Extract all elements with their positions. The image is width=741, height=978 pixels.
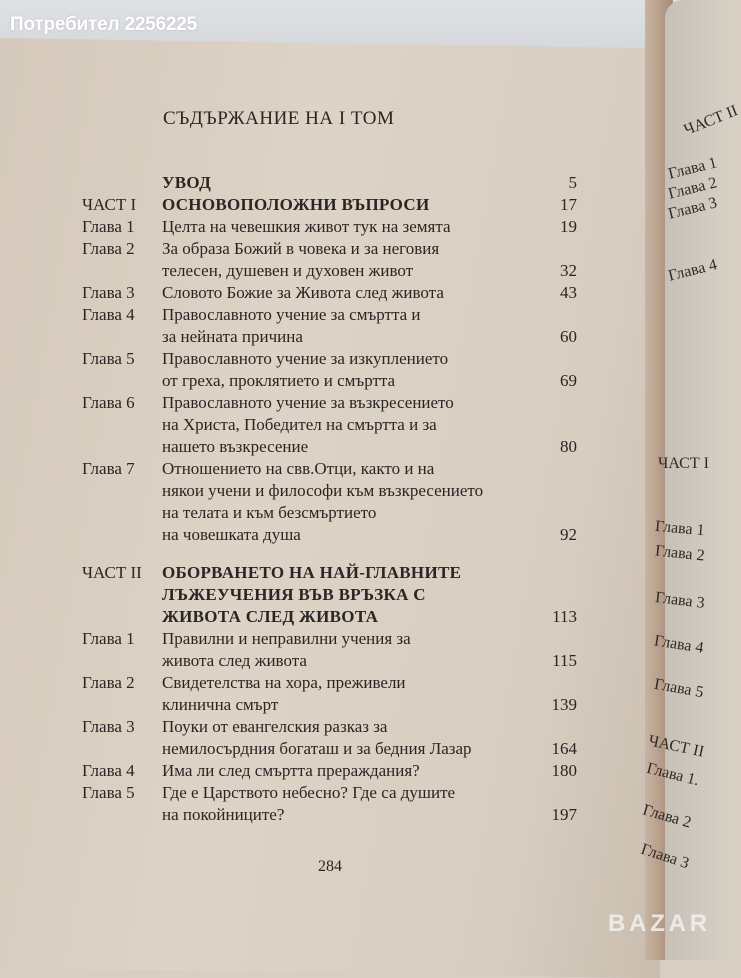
toc-entry-page: 197 <box>551 805 577 824</box>
toc-entry <box>82 628 577 672</box>
toc-entry-line: немилосърдния богаташ и за бедния Лазар <box>162 739 472 758</box>
toc-entry-label: Глава 4 <box>82 761 135 780</box>
toc-entry-page: 115 <box>552 651 577 670</box>
toc-entry-label: Глава 7 <box>82 459 135 478</box>
toc-entry-page: 17 <box>560 195 577 214</box>
toc-entry-title <box>162 194 527 216</box>
right-page-label: Глава 1 <box>654 517 706 540</box>
toc-entry-line: ЖИВОТА СЛЕД ЖИВОТА <box>162 607 379 626</box>
toc-entry-label: Глава 4 <box>82 305 135 324</box>
right-page-label: Глава 3 <box>654 589 706 612</box>
toc-entry-page: 113 <box>552 607 577 626</box>
toc-entry-page: 5 <box>568 173 577 192</box>
toc-entry-page: 180 <box>551 761 577 780</box>
toc-entry-line: Целта на чевешкия живот тук на земята <box>162 217 451 236</box>
toc-entry-line: на телата и към безсмъртието <box>162 503 377 522</box>
toc-entry-page: 32 <box>560 261 577 280</box>
toc-entry-title <box>162 172 527 194</box>
toc-entry-label <box>82 172 162 194</box>
right-page-label: Глава 1. <box>644 759 701 790</box>
toc-entry-label: Глава 2 <box>82 673 135 692</box>
toc-entry-line: Православното учение за възкресението <box>162 393 454 412</box>
toc-entry-page: 139 <box>551 695 577 714</box>
toc-entry-title <box>162 216 527 238</box>
toc-entry <box>82 672 577 716</box>
toc-entry <box>82 760 577 782</box>
toc-entry-line: Свидетелства на хора, преживели <box>162 673 406 692</box>
right-page-label: Глава 4 <box>653 632 705 657</box>
toc-entry <box>82 172 577 194</box>
toc-entry-line: клинична смърт <box>162 695 279 714</box>
toc-entry-line: Правилни и неправилни учения за <box>162 629 411 648</box>
toc-entry-line: За образа Божий в човека и за неговия <box>162 239 440 258</box>
toc-entry-line: за нейната причина <box>162 327 303 346</box>
toc-entry-page: 43 <box>560 283 577 302</box>
toc-entry-page: 60 <box>560 327 577 346</box>
toc-entry-line: Православното учение за изкуплението <box>162 349 449 368</box>
toc-entry-label: Глава 6 <box>82 393 135 412</box>
toc-entry-title <box>162 238 527 282</box>
toc-entry-label: Глава 3 <box>82 283 135 302</box>
toc-entry-label: ЧАСТ I <box>82 195 137 214</box>
page-number: 284 <box>318 858 342 875</box>
toc-entry-label: Глава 1 <box>82 217 135 236</box>
toc-entry-page: 19 <box>560 217 577 236</box>
toc-entry <box>82 458 577 546</box>
user-watermark: Потребител 2256225 <box>10 14 198 35</box>
toc-entry-title <box>162 562 527 628</box>
bazar-logo: B A Z A R <box>608 910 707 937</box>
toc-entry-label: Глава 5 <box>82 783 135 802</box>
toc-entry-title <box>162 458 527 546</box>
toc-entry-page: 92 <box>560 525 577 544</box>
toc-entry-label: ЧАСТ II <box>82 563 142 582</box>
toc-entry <box>82 716 577 760</box>
toc-entry-page: 164 <box>551 739 577 758</box>
toc-entry-line: нашето възкресение <box>162 437 309 456</box>
right-page-label: Глава 2 <box>640 801 694 832</box>
right-page-label: Глава 2 <box>666 174 719 203</box>
right-page-label: ЧАСТ II <box>646 732 706 761</box>
toc-entry-title <box>162 348 527 392</box>
toc-entry <box>82 216 577 238</box>
toc-entry-title <box>162 392 527 458</box>
right-page-label: ЧАСТ I <box>658 455 709 472</box>
toc-entry-label: Глава 3 <box>82 717 135 736</box>
toc-entry-line: Православното учение за смъртта и <box>162 305 421 324</box>
toc-entry <box>82 304 577 348</box>
toc-entry-title <box>162 760 527 782</box>
right-page-label: Глава 3 <box>638 840 692 873</box>
toc-entry-label: Глава 1 <box>82 629 135 648</box>
toc-entry-line: УВОД <box>162 173 212 192</box>
toc-entry-line: Има ли след смъртта прераждания? <box>162 761 420 780</box>
toc-entry <box>82 348 577 392</box>
toc-entry-title <box>162 672 527 716</box>
toc-entry-line: ЛЪЖЕУЧЕНИЯ ВЪВ ВРЪЗКА С <box>162 585 426 604</box>
toc-entry-line: на човешката душа <box>162 525 301 544</box>
toc-entry <box>82 282 577 304</box>
toc-entry <box>82 194 577 216</box>
toc-entry-label: Глава 2 <box>82 239 135 258</box>
toc-entry-line: от греха, проклятието и смъртта <box>162 371 396 390</box>
right-page-label: Глава 2 <box>654 542 706 565</box>
toc-entry-title <box>162 282 527 304</box>
right-page-label: Глава 5 <box>652 675 705 702</box>
toc-entry-line: някои учени и философи към възкресението <box>162 481 484 500</box>
toc-entry-page: 80 <box>560 437 577 456</box>
section-gap <box>82 546 577 562</box>
toc-entry-line: Поуки от евангелския разказ за <box>162 717 388 736</box>
toc-entry-line: телесен, душевен и духовен живот <box>162 261 414 280</box>
toc-entry-label: Глава 5 <box>82 349 135 368</box>
toc-entry <box>82 562 577 628</box>
toc-entry <box>82 238 577 282</box>
toc-entry-title <box>162 716 527 760</box>
toc-entry-title <box>162 304 527 348</box>
right-page-label: Глава 1 <box>666 154 719 183</box>
toc-entry-line: живота след живота <box>162 651 307 670</box>
toc-entry <box>82 782 577 826</box>
toc-entry-title <box>162 782 527 826</box>
right-page-label: Глава 4 <box>666 256 719 285</box>
toc-entry-line: ОСНОВОПОЛОЖНИ ВЪПРОСИ <box>162 195 430 214</box>
toc-entry-line: на Христа, Победител на смъртта и за <box>162 415 437 434</box>
toc-entry-line: ОБОРВАНЕТО НА НАЙ-ГЛАВНИТЕ <box>162 563 462 582</box>
right-page-label: ЧАСТ II <box>681 102 741 139</box>
toc-entry-title <box>162 628 527 672</box>
toc-entry <box>82 392 577 458</box>
toc-entry-line: Где е Царството небесно? Где са душите <box>162 783 456 802</box>
toc-entry-line: на покойниците? <box>162 805 285 824</box>
toc-entry-line: Словото Божие за Живота след живота <box>162 283 444 302</box>
table-of-contents <box>82 172 577 826</box>
page-title: СЪДЪРЖАНИЕ НА I ТОМ <box>163 108 395 129</box>
right-page-label: Глава 3 <box>666 194 719 223</box>
toc-entry-page: 69 <box>560 371 577 390</box>
toc-entry-line: Отношението на свв.Отци, както и на <box>162 459 435 478</box>
